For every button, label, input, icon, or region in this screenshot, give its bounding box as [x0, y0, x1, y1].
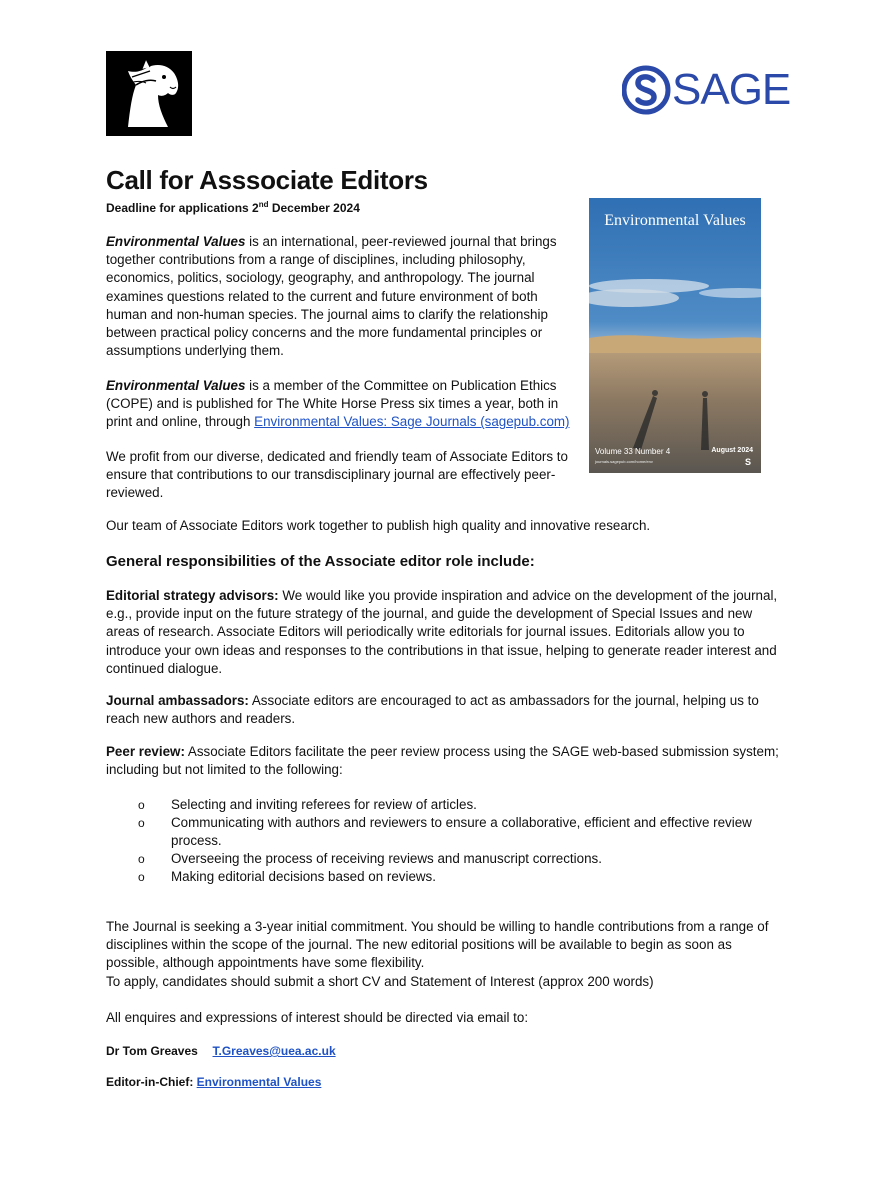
cover-title: Environmental Values — [604, 212, 746, 229]
editor-in-chief-line — [106, 1073, 321, 1091]
intro-text: is an international, peer-reviewed journal that brings together contributions from a range of disciplines, including philosophy, economics, politics, sociology, geography, and anthropology. The journal examines questions related to the current and future environment of both human and non-human species. The journal aims to clarify the relationship between practical policy concerns and the more fundamental principles or assumptions underlying them. — [106, 234, 557, 359]
strategy-text: We would like you provide inspiration and advice on the development of the journal, e.g., provide input on the future strategy of the journal, and guide the development of Special Issues and new areas of research. Associate Editors will periodically write editorials for journal issues. Editorials allow you to introduce your own ideas and responses to the contributions in that issue, helping to generate reader interest and continued dialogue. — [106, 588, 778, 676]
contact-line — [106, 1042, 336, 1060]
apply-text: To apply, candidates should submit a short CV and Statement of Interest (approx 200 words) — [106, 973, 654, 989]
list-item-text: Selecting and inviting referees for review of articles. — [171, 797, 477, 812]
editor-in-chief-link[interactable]: Environmental Values — [196, 1075, 322, 1089]
deadline-prefix: Deadline for applications 2 — [106, 201, 259, 215]
cover-volume: Volume 33 Number 4 — [595, 447, 671, 456]
deadline-suffix: December 2024 — [268, 201, 360, 215]
cope-paragraph — [106, 377, 576, 432]
intro-paragraph — [106, 233, 576, 360]
enquiries-paragraph: All enquires and expressions of interest should be directed via email to: — [106, 1010, 529, 1025]
list-item-text: Overseeing the process of receiving reviews and manuscript corrections. — [171, 851, 602, 866]
editor-in-chief-label: Editor-in-Chief: — [106, 1075, 197, 1089]
journal-name: Environmental Values — [106, 378, 246, 393]
list-item-text: Making editorial decisions based on reviews. — [171, 869, 436, 884]
horse-head-icon — [106, 51, 192, 136]
cope-text: is a member of the Committee on Publication Ethics (COPE) and is published for The White Horse Press six times a year, both in print and online, through — [106, 378, 559, 430]
bullet-marker: o — [138, 870, 145, 884]
list-item — [134, 868, 794, 886]
profit-paragraph: We profit from our diverse, dedicated and friendly team of Associate Editors to ensure that contributions to our transdisciplinary journal are effectively peer-reviewed. — [106, 449, 568, 501]
page-title: Call for Asssociate Editors — [106, 165, 428, 195]
contact-email-link[interactable]: T.Greaves@uea.ac.uk — [212, 1044, 336, 1058]
list-item — [134, 814, 794, 850]
bullet-marker: o — [138, 852, 145, 866]
peer-review-list — [134, 796, 794, 886]
sage-logo — [622, 62, 792, 118]
cover-url: journals.sagepub.com/home/env — [595, 459, 653, 464]
team-paragraph: Our team of Associate Editors work together to publish high quality and innovative research. — [106, 518, 651, 533]
commitment-paragraph — [106, 918, 786, 991]
list-item — [134, 796, 794, 814]
cover-date: August 2024 — [711, 447, 753, 454]
bullet-marker: o — [138, 816, 145, 830]
sage-wordmark: SAGE — [672, 65, 791, 114]
white-horse-press-logo — [106, 51, 192, 136]
contact-name: Dr Tom Greaves — [106, 1044, 198, 1058]
deadline — [106, 200, 360, 215]
responsibilities-heading: General responsibilities of the Associate editor role include: — [106, 553, 535, 570]
ambassadors-paragraph — [106, 692, 786, 728]
peer-review-text: Associate Editors facilitate the peer review process using the SAGE web-based submission system; including but not limited to the following: — [106, 744, 779, 778]
strategy-paragraph — [106, 587, 786, 678]
ambassadors-text: Associate editors are encouraged to act as ambassadors for the journal, helping us to reach new authors and readers. — [106, 693, 759, 727]
cover-publisher-mark: S — [744, 457, 751, 467]
peer-review-paragraph — [106, 743, 786, 779]
commitment-text: The Journal is seeking a 3-year initial commitment. You should be willing to handle contributions from a range of disciplines within the scope of the journal. The new editorial positions will be available to begin as soon as possible, although appointments have some flexibility. — [106, 919, 769, 971]
journal-cover-image — [589, 198, 761, 473]
strategy-label: Editorial strategy advisors: — [106, 588, 279, 603]
bullet-marker: o — [138, 798, 145, 812]
cover-photo — [589, 198, 761, 473]
deadline-sup: nd — [258, 200, 269, 209]
ambassadors-label: Journal ambassadors: — [106, 693, 249, 708]
journal-name: Environmental Values — [106, 234, 246, 249]
list-item-text: Communicating with authors and reviewers to ensure a collaborative, efficient and effective review process. — [171, 815, 752, 848]
peer-review-label: Peer review: — [106, 744, 185, 759]
list-item — [134, 850, 794, 868]
sage-journals-link[interactable]: Environmental Values: Sage Journals (sagepub.com) — [254, 414, 570, 430]
